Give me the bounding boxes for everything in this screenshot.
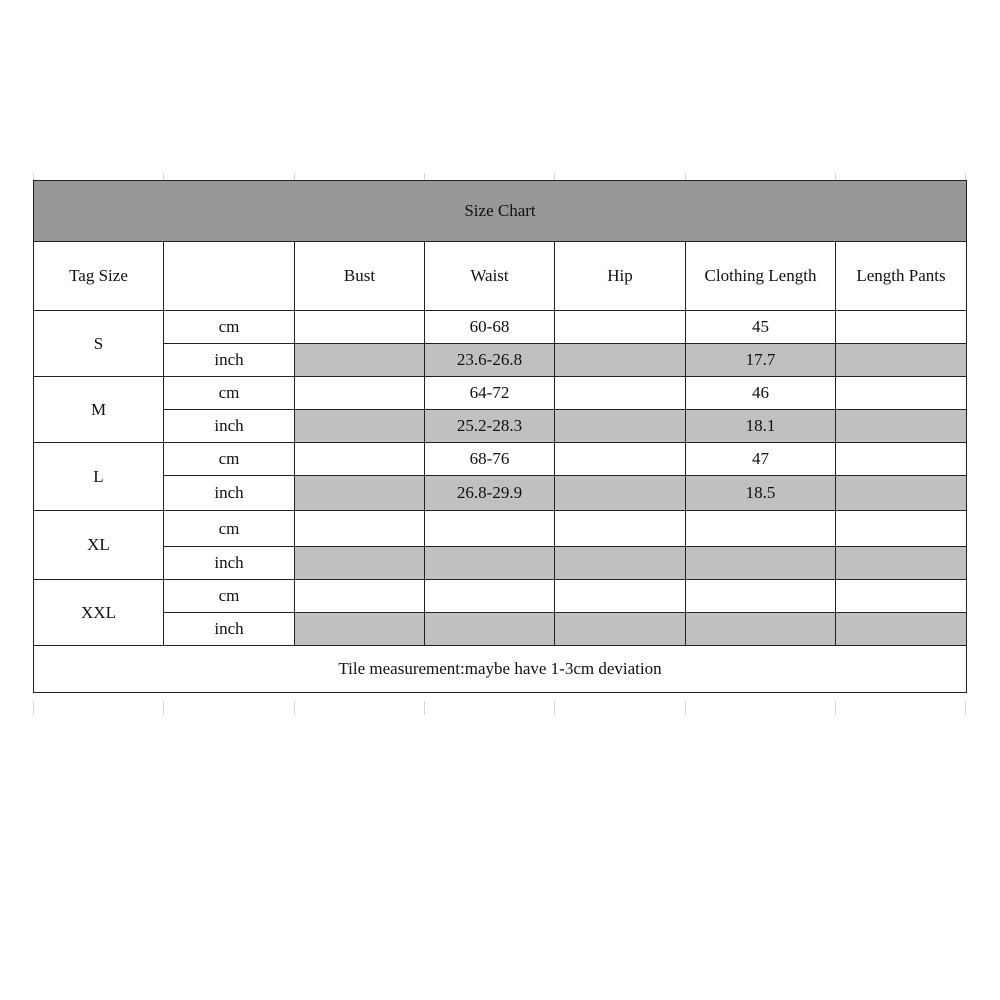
length-pants-cell — [836, 443, 967, 476]
waist-cell: 26.8-29.9 — [425, 476, 555, 511]
length-pants-cell — [836, 344, 967, 377]
header-waist: Waist — [425, 242, 555, 311]
header-row — [34, 242, 967, 311]
clothing-length-cell: 18.1 — [686, 410, 836, 443]
gridline — [835, 701, 836, 715]
gridline — [294, 173, 295, 180]
clothing-length-cell: 47 — [686, 443, 836, 476]
waist-cell: 60-68 — [425, 311, 555, 344]
waist-cell: 64-72 — [425, 377, 555, 410]
unit-cell: inch — [164, 344, 295, 377]
table-row — [34, 511, 967, 547]
measurement-note: Tile measurement:maybe have 1-3cm deviation — [34, 646, 967, 693]
hip-cell — [555, 410, 686, 443]
unit-cell: cm — [164, 311, 295, 344]
unit-cell: cm — [164, 377, 295, 410]
tag-size-cell: XL — [34, 511, 164, 580]
hip-cell — [555, 377, 686, 410]
gridline — [163, 701, 164, 715]
waist-cell — [425, 511, 555, 547]
gridline — [685, 701, 686, 715]
waist-cell — [425, 547, 555, 580]
clothing-length-cell: 18.5 — [686, 476, 836, 511]
hip-cell — [555, 613, 686, 646]
unit-cell: inch — [164, 476, 295, 511]
unit-cell: inch — [164, 547, 295, 580]
length-pants-cell — [836, 613, 967, 646]
clothing-length-cell — [686, 580, 836, 613]
gridline — [554, 701, 555, 715]
waist-cell: 68-76 — [425, 443, 555, 476]
table-row — [34, 344, 967, 377]
waist-cell: 23.6-26.8 — [425, 344, 555, 377]
table-row — [34, 443, 967, 476]
gridline — [965, 701, 966, 715]
length-pants-cell — [836, 511, 967, 547]
waist-cell — [425, 580, 555, 613]
bust-cell — [295, 410, 425, 443]
gridline — [965, 173, 966, 180]
unit-cell: cm — [164, 511, 295, 547]
hip-cell — [555, 443, 686, 476]
header-hip: Hip — [555, 242, 686, 311]
table-row — [34, 377, 967, 410]
length-pants-cell — [836, 547, 967, 580]
clothing-length-cell: 17.7 — [686, 344, 836, 377]
gridline — [163, 173, 164, 180]
header-tag-size: Tag Size — [34, 242, 164, 311]
unit-cell: inch — [164, 613, 295, 646]
hip-cell — [555, 511, 686, 547]
tag-size-cell: L — [34, 443, 164, 511]
bust-cell — [295, 613, 425, 646]
tag-size-cell: M — [34, 377, 164, 443]
size-chart-table — [33, 180, 967, 693]
gridline — [424, 701, 425, 715]
hip-cell — [555, 311, 686, 344]
gridline — [685, 173, 686, 180]
length-pants-cell — [836, 580, 967, 613]
bust-cell — [295, 377, 425, 410]
tag-size-cell: S — [34, 311, 164, 377]
header-length-pants: Length Pants — [836, 242, 967, 311]
header-clothing-length: Clothing Length — [686, 242, 836, 311]
clothing-length-cell: 46 — [686, 377, 836, 410]
hip-cell — [555, 344, 686, 377]
unit-cell: inch — [164, 410, 295, 443]
table-row — [34, 613, 967, 646]
length-pants-cell — [836, 377, 967, 410]
hip-cell — [555, 547, 686, 580]
hip-cell — [555, 476, 686, 511]
gridline — [835, 173, 836, 180]
table-row — [34, 547, 967, 580]
chart-title: Size Chart — [34, 181, 967, 242]
gridline — [424, 173, 425, 180]
hip-cell — [555, 580, 686, 613]
waist-cell — [425, 613, 555, 646]
clothing-length-cell — [686, 613, 836, 646]
title-row — [34, 181, 967, 242]
bust-cell — [295, 511, 425, 547]
length-pants-cell — [836, 410, 967, 443]
table-row — [34, 410, 967, 443]
length-pants-cell — [836, 476, 967, 511]
header-bust: Bust — [295, 242, 425, 311]
gridline — [294, 701, 295, 715]
unit-cell: cm — [164, 580, 295, 613]
gridline — [33, 173, 34, 180]
length-pants-cell — [836, 311, 967, 344]
clothing-length-cell: 45 — [686, 311, 836, 344]
clothing-length-cell — [686, 547, 836, 580]
unit-cell: cm — [164, 443, 295, 476]
table-row — [34, 476, 967, 511]
gridline — [33, 701, 34, 715]
table-row — [34, 311, 967, 344]
bust-cell — [295, 344, 425, 377]
tag-size-cell: XXL — [34, 580, 164, 646]
clothing-length-cell — [686, 511, 836, 547]
bust-cell — [295, 443, 425, 476]
waist-cell: 25.2-28.3 — [425, 410, 555, 443]
bust-cell — [295, 311, 425, 344]
bust-cell — [295, 476, 425, 511]
bust-cell — [295, 547, 425, 580]
gridline — [554, 173, 555, 180]
header-unit — [164, 242, 295, 311]
note-row — [34, 646, 967, 693]
table-row — [34, 580, 967, 613]
bust-cell — [295, 580, 425, 613]
